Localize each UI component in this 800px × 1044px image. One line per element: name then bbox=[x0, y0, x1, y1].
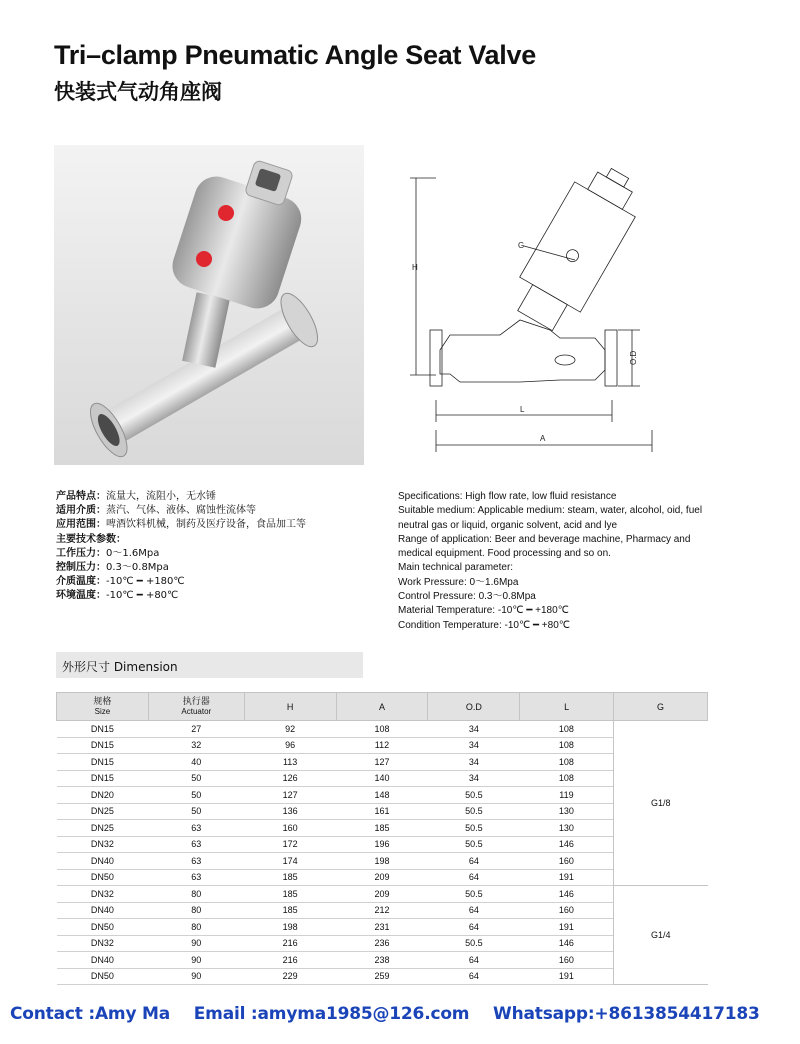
label-g: G bbox=[518, 241, 525, 250]
table-cell: 96 bbox=[244, 737, 336, 754]
table-cell: 64 bbox=[428, 952, 520, 969]
table-cell: 191 bbox=[520, 919, 614, 936]
table-cell: 108 bbox=[520, 721, 614, 738]
dimension-heading: 外形尺寸 Dimension bbox=[56, 652, 363, 678]
spec-cn-row: 应用范围：啤酒饮料机械，制药及医疗设备，食品加工等 bbox=[56, 519, 306, 531]
table-cell: 50.5 bbox=[428, 935, 520, 952]
table-cell: DN25 bbox=[57, 820, 149, 837]
table-cell: 50 bbox=[148, 803, 244, 820]
table-cell: 146 bbox=[520, 935, 614, 952]
table-cell: 216 bbox=[244, 952, 336, 969]
table-cell: DN50 bbox=[57, 869, 149, 886]
valve-outline-drawing bbox=[400, 160, 670, 460]
table-cell: 127 bbox=[244, 787, 336, 804]
table-cell: 108 bbox=[520, 754, 614, 771]
spec-cn-row: 控制压力：0.3～0.8Mpa bbox=[56, 562, 169, 574]
table-cell: 160 bbox=[244, 820, 336, 837]
col-h: H bbox=[244, 693, 336, 721]
spec-en-line: Suitable medium: Applicable medium: steam, water, alcohol, oid, fuel neutral gas or liquid, organic solvent, acid and lye bbox=[398, 505, 703, 531]
spec-en-line: Work Pressure: 0～1.6Mpa bbox=[398, 576, 519, 588]
table-row bbox=[57, 836, 708, 853]
contact-name: Contact :Amy Ma bbox=[10, 1004, 171, 1024]
spec-cn-row: 产品特点：流量大，流阻小，无水锤 bbox=[56, 491, 216, 502]
table-cell: 32 bbox=[148, 737, 244, 754]
table-cell: 198 bbox=[336, 853, 428, 870]
table-cell: 130 bbox=[520, 820, 614, 837]
table-cell: 50.5 bbox=[428, 820, 520, 837]
spec-en-line: Main technical parameter: bbox=[398, 562, 514, 574]
label-a: A bbox=[540, 434, 546, 443]
table-cell: DN15 bbox=[57, 737, 149, 754]
table-cell: 50.5 bbox=[428, 836, 520, 853]
table-cell: DN20 bbox=[57, 787, 149, 804]
table-cell: 160 bbox=[520, 853, 614, 870]
table-cell: DN50 bbox=[57, 968, 149, 985]
contact-footer bbox=[10, 1004, 800, 1024]
table-cell: 63 bbox=[148, 836, 244, 853]
table-cell: 90 bbox=[148, 952, 244, 969]
col-l: L bbox=[520, 693, 614, 721]
table-row bbox=[57, 952, 708, 969]
table-cell: 160 bbox=[520, 952, 614, 969]
col-g: G bbox=[614, 693, 708, 721]
table-row bbox=[57, 968, 708, 985]
label-l: L bbox=[520, 405, 525, 414]
table-cell: 198 bbox=[244, 919, 336, 936]
label-h: H bbox=[412, 263, 418, 272]
table-cell: 80 bbox=[148, 886, 244, 903]
table-cell: 64 bbox=[428, 968, 520, 985]
dimension-drawing bbox=[400, 160, 670, 460]
table-cell: 191 bbox=[520, 968, 614, 985]
table-cell: 92 bbox=[244, 721, 336, 738]
col-a: A bbox=[336, 693, 428, 721]
table-cell: 161 bbox=[336, 803, 428, 820]
table-cell: DN15 bbox=[57, 754, 149, 771]
table-cell: 50.5 bbox=[428, 787, 520, 804]
table-cell: DN40 bbox=[57, 902, 149, 919]
table-cell: 216 bbox=[244, 935, 336, 952]
table-cell: 34 bbox=[428, 754, 520, 771]
table-cell: 140 bbox=[336, 770, 428, 787]
table-row bbox=[57, 886, 708, 903]
thread-g-cell: G1/8 bbox=[614, 721, 708, 886]
table-cell: 50 bbox=[148, 770, 244, 787]
table-cell: 126 bbox=[244, 770, 336, 787]
table-cell: 63 bbox=[148, 869, 244, 886]
contact-email[interactable]: Email :amyma1985@126.com bbox=[193, 1004, 470, 1024]
table-cell: 90 bbox=[148, 968, 244, 985]
spec-cn-row: 环境温度：-10℃ ━ +80℃ bbox=[56, 590, 179, 602]
table-row bbox=[57, 919, 708, 936]
table-cell: 113 bbox=[244, 754, 336, 771]
col-size: 规格 Size bbox=[57, 693, 149, 721]
table-cell: 185 bbox=[244, 902, 336, 919]
spec-en-line: Condition Temperature: -10℃ ━ +80℃ bbox=[398, 619, 570, 631]
table-cell: 108 bbox=[520, 770, 614, 787]
table-cell: DN32 bbox=[57, 935, 149, 952]
table-cell: DN40 bbox=[57, 952, 149, 969]
table-cell: 191 bbox=[520, 869, 614, 886]
table-cell: DN15 bbox=[57, 721, 149, 738]
table-cell: 259 bbox=[336, 968, 428, 985]
table-cell: 231 bbox=[336, 919, 428, 936]
table-cell: 64 bbox=[428, 902, 520, 919]
table-cell: 34 bbox=[428, 770, 520, 787]
table-cell: 209 bbox=[336, 886, 428, 903]
table-cell: 108 bbox=[336, 721, 428, 738]
table-header-row bbox=[57, 693, 708, 721]
thread-g-cell: G1/4 bbox=[614, 886, 708, 985]
table-cell: DN32 bbox=[57, 886, 149, 903]
table-cell: 119 bbox=[520, 787, 614, 804]
table-cell: DN15 bbox=[57, 770, 149, 787]
contact-whatsapp[interactable]: Whatsapp:+8613854417183 bbox=[493, 1004, 760, 1024]
table-cell: 34 bbox=[428, 737, 520, 754]
table-row bbox=[57, 737, 708, 754]
table-row bbox=[57, 787, 708, 804]
col-od: O.D bbox=[428, 693, 520, 721]
table-cell: 108 bbox=[520, 737, 614, 754]
table-cell: 185 bbox=[244, 886, 336, 903]
table-cell: 50.5 bbox=[428, 886, 520, 903]
spec-cn-row: 工作压力：0～1.6Mpa bbox=[56, 547, 160, 559]
table-cell: 63 bbox=[148, 853, 244, 870]
spec-cn bbox=[56, 490, 386, 604]
label-od: O.D bbox=[629, 350, 638, 365]
spec-cn-row: 介质温度：-10℃ ━ +180℃ bbox=[56, 576, 185, 588]
table-cell: 130 bbox=[520, 803, 614, 820]
table-cell: 209 bbox=[336, 869, 428, 886]
spec-en bbox=[398, 490, 718, 633]
valve-photo-illustration bbox=[54, 145, 364, 465]
table-cell: 27 bbox=[148, 721, 244, 738]
page-subtitle-cn: 快装式气动角座阀 bbox=[54, 80, 222, 104]
table-cell: 146 bbox=[520, 886, 614, 903]
table-cell: DN40 bbox=[57, 853, 149, 870]
table-cell: DN50 bbox=[57, 919, 149, 936]
table-cell: 64 bbox=[428, 919, 520, 936]
table-cell: 185 bbox=[244, 869, 336, 886]
table-cell: 64 bbox=[428, 869, 520, 886]
table-row bbox=[57, 754, 708, 771]
table-cell: 238 bbox=[336, 952, 428, 969]
table-cell: 136 bbox=[244, 803, 336, 820]
spec-en-line: Material Temperature: -10℃ ━ +180℃ bbox=[398, 605, 569, 617]
table-cell: 196 bbox=[336, 836, 428, 853]
table-cell: 229 bbox=[244, 968, 336, 985]
col-actuator: 执行器 Actuator bbox=[148, 693, 244, 721]
table-cell: 174 bbox=[244, 853, 336, 870]
table-cell: 80 bbox=[148, 919, 244, 936]
table-row bbox=[57, 820, 708, 837]
dimension-table bbox=[56, 692, 708, 985]
spec-en-line: Range of application: Beer and beverage machine, Pharmacy and medical equipment. Food processing and so on. bbox=[398, 533, 691, 560]
table-cell: 172 bbox=[244, 836, 336, 853]
table-cell: 50.5 bbox=[428, 803, 520, 820]
page-title: Tri–clamp Pneumatic Angle Seat Valve bbox=[54, 40, 536, 70]
table-cell: 40 bbox=[148, 754, 244, 771]
table-cell: DN25 bbox=[57, 803, 149, 820]
table-cell: 160 bbox=[520, 902, 614, 919]
table-cell: 146 bbox=[520, 836, 614, 853]
table-cell: 63 bbox=[148, 820, 244, 837]
table-row bbox=[57, 803, 708, 820]
table-cell: 80 bbox=[148, 902, 244, 919]
table-cell: 50 bbox=[148, 787, 244, 804]
table-cell: 212 bbox=[336, 902, 428, 919]
table-row bbox=[57, 770, 708, 787]
table-row bbox=[57, 902, 708, 919]
table-row bbox=[57, 721, 708, 738]
table-row bbox=[57, 869, 708, 886]
table-row bbox=[57, 935, 708, 952]
table-cell: 185 bbox=[336, 820, 428, 837]
spec-cn-row: 主要技术参数： bbox=[56, 533, 126, 545]
table-cell: 148 bbox=[336, 787, 428, 804]
table-cell: 112 bbox=[336, 737, 428, 754]
table-cell: 90 bbox=[148, 935, 244, 952]
table-cell: 34 bbox=[428, 721, 520, 738]
table-cell: DN32 bbox=[57, 836, 149, 853]
table-cell: 127 bbox=[336, 754, 428, 771]
spec-en-line: Control Pressure: 0.3～0.8Mpa bbox=[398, 591, 536, 603]
product-photo bbox=[54, 145, 364, 465]
spec-en-line: Specifications: High flow rate, low fluid resistance bbox=[398, 491, 617, 502]
table-row bbox=[57, 853, 708, 870]
table-cell: 236 bbox=[336, 935, 428, 952]
spec-cn-row: 适用介质：蒸汽、气体、液体、腐蚀性流体等 bbox=[56, 505, 256, 517]
table-cell: 64 bbox=[428, 853, 520, 870]
